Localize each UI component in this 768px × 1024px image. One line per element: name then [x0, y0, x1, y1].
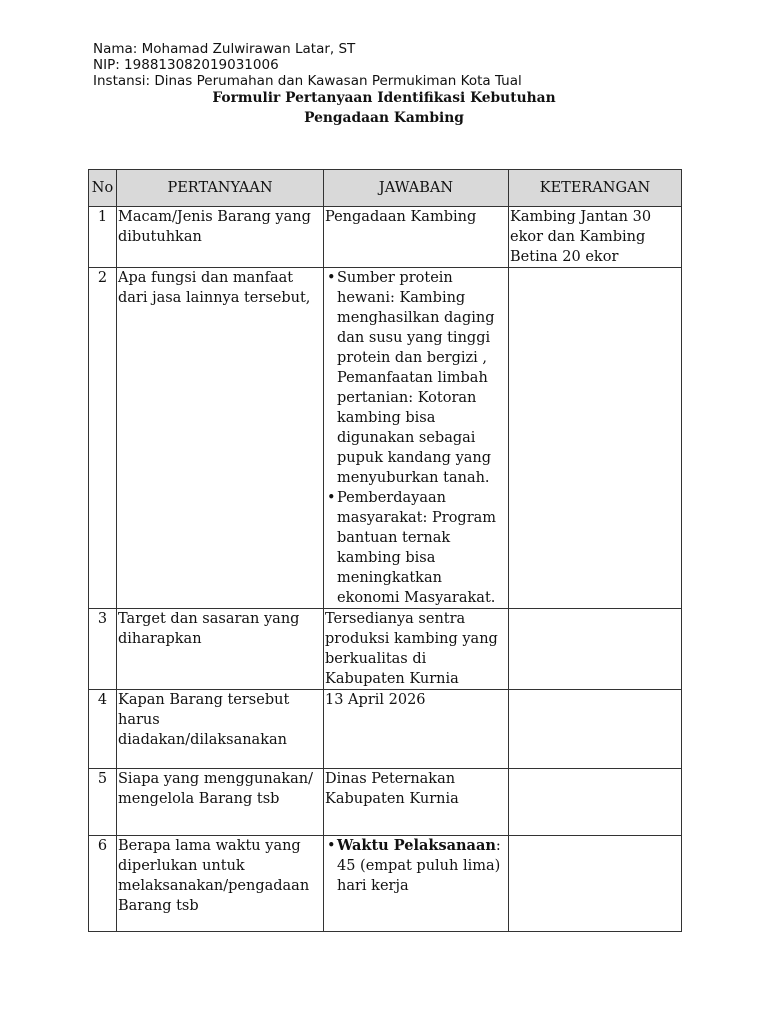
row-number: 5 — [89, 769, 117, 836]
document-header — [93, 41, 522, 89]
answer-cell: Tersedianya sentra produksi kambing yang berkualitas di Kabupaten Kurnia — [324, 609, 509, 690]
remark-cell: Kambing Jantan 30 ekor dan Kambing Betina 20 ekor — [509, 207, 682, 268]
row-number: 6 — [89, 836, 117, 932]
list-item: • Sumber protein hewani: Kambing menghasilkan daging dan susu yang tinggi protein dan bergizi , Pemanfaatan limbah pertanian: Kotoran kambing bisa digunakan sebagai pupuk kandang yang menyuburkan tanah. — [337, 268, 507, 488]
nip-line: NIP: 198813082019031006 — [93, 57, 279, 73]
header-keterangan: KETERANGAN — [509, 170, 682, 207]
table-row — [89, 609, 682, 690]
answer-cell — [324, 836, 509, 932]
question-cell: Siapa yang menggunakan/ mengelola Barang tsb — [117, 769, 324, 836]
waktu-pelaksanaan-label: Waktu Pelaksanaan — [337, 837, 496, 854]
nama-line: Nama: Mohamad Zulwirawan Latar, ST — [93, 41, 356, 57]
form-title-line2: Pengadaan Kambing — [304, 110, 464, 126]
remark-cell — [509, 690, 682, 769]
list-item: • Pemberdayaan masyarakat: Program bantuan ternak kambing bisa meningkatkan ekonomi Masyarakat. — [337, 488, 507, 608]
header-jawaban: JAWABAN — [324, 170, 509, 207]
question-cell: Macam/Jenis Barang yang dibutuhkan — [117, 207, 324, 268]
remark-cell — [509, 268, 682, 609]
question-cell: Berapa lama waktu yang diperlukan untuk melaksanakan/pengadaan Barang tsb — [117, 836, 324, 932]
answer-cell: 13 April 2026 — [324, 690, 509, 769]
table-row — [89, 836, 682, 932]
row-number: 4 — [89, 690, 117, 769]
table-header-row — [89, 170, 682, 207]
header-pertanyaan: PERTANYAAN — [117, 170, 324, 207]
table-row — [89, 769, 682, 836]
remark-cell — [509, 609, 682, 690]
table-row — [89, 690, 682, 769]
remark-cell — [509, 769, 682, 836]
table-row — [89, 207, 682, 268]
remark-cell — [509, 836, 682, 932]
identification-table — [88, 169, 682, 932]
question-cell: Target dan sasaran yang diharapkan — [117, 609, 324, 690]
answer-cell — [324, 268, 509, 609]
header-no: No — [89, 170, 117, 207]
row-number: 3 — [89, 609, 117, 690]
form-title-line1: Formulir Pertanyaan Identifikasi Kebutuhan — [212, 90, 556, 106]
answer-bullet-list — [325, 836, 507, 896]
row-number: 2 — [89, 268, 117, 609]
row-number: 1 — [89, 207, 117, 268]
answer-bullet-list — [325, 268, 507, 608]
question-cell: Apa fungsi dan manfaat dari jasa lainnya tersebut, — [117, 268, 324, 609]
question-cell: Kapan Barang tersebut harus diadakan/dilaksanakan — [117, 690, 324, 769]
table-row — [89, 268, 682, 609]
answer-cell: Pengadaan Kambing — [324, 207, 509, 268]
answer-cell: Dinas Peternakan Kabupaten Kurnia — [324, 769, 509, 836]
instansi-line: Instansi: Dinas Perumahan dan Kawasan Permukiman Kota Tual — [93, 73, 522, 89]
list-item — [337, 836, 507, 896]
waktu-pelaksanaan-value: : 45 (empat puluh lima) hari kerja — [337, 838, 501, 894]
